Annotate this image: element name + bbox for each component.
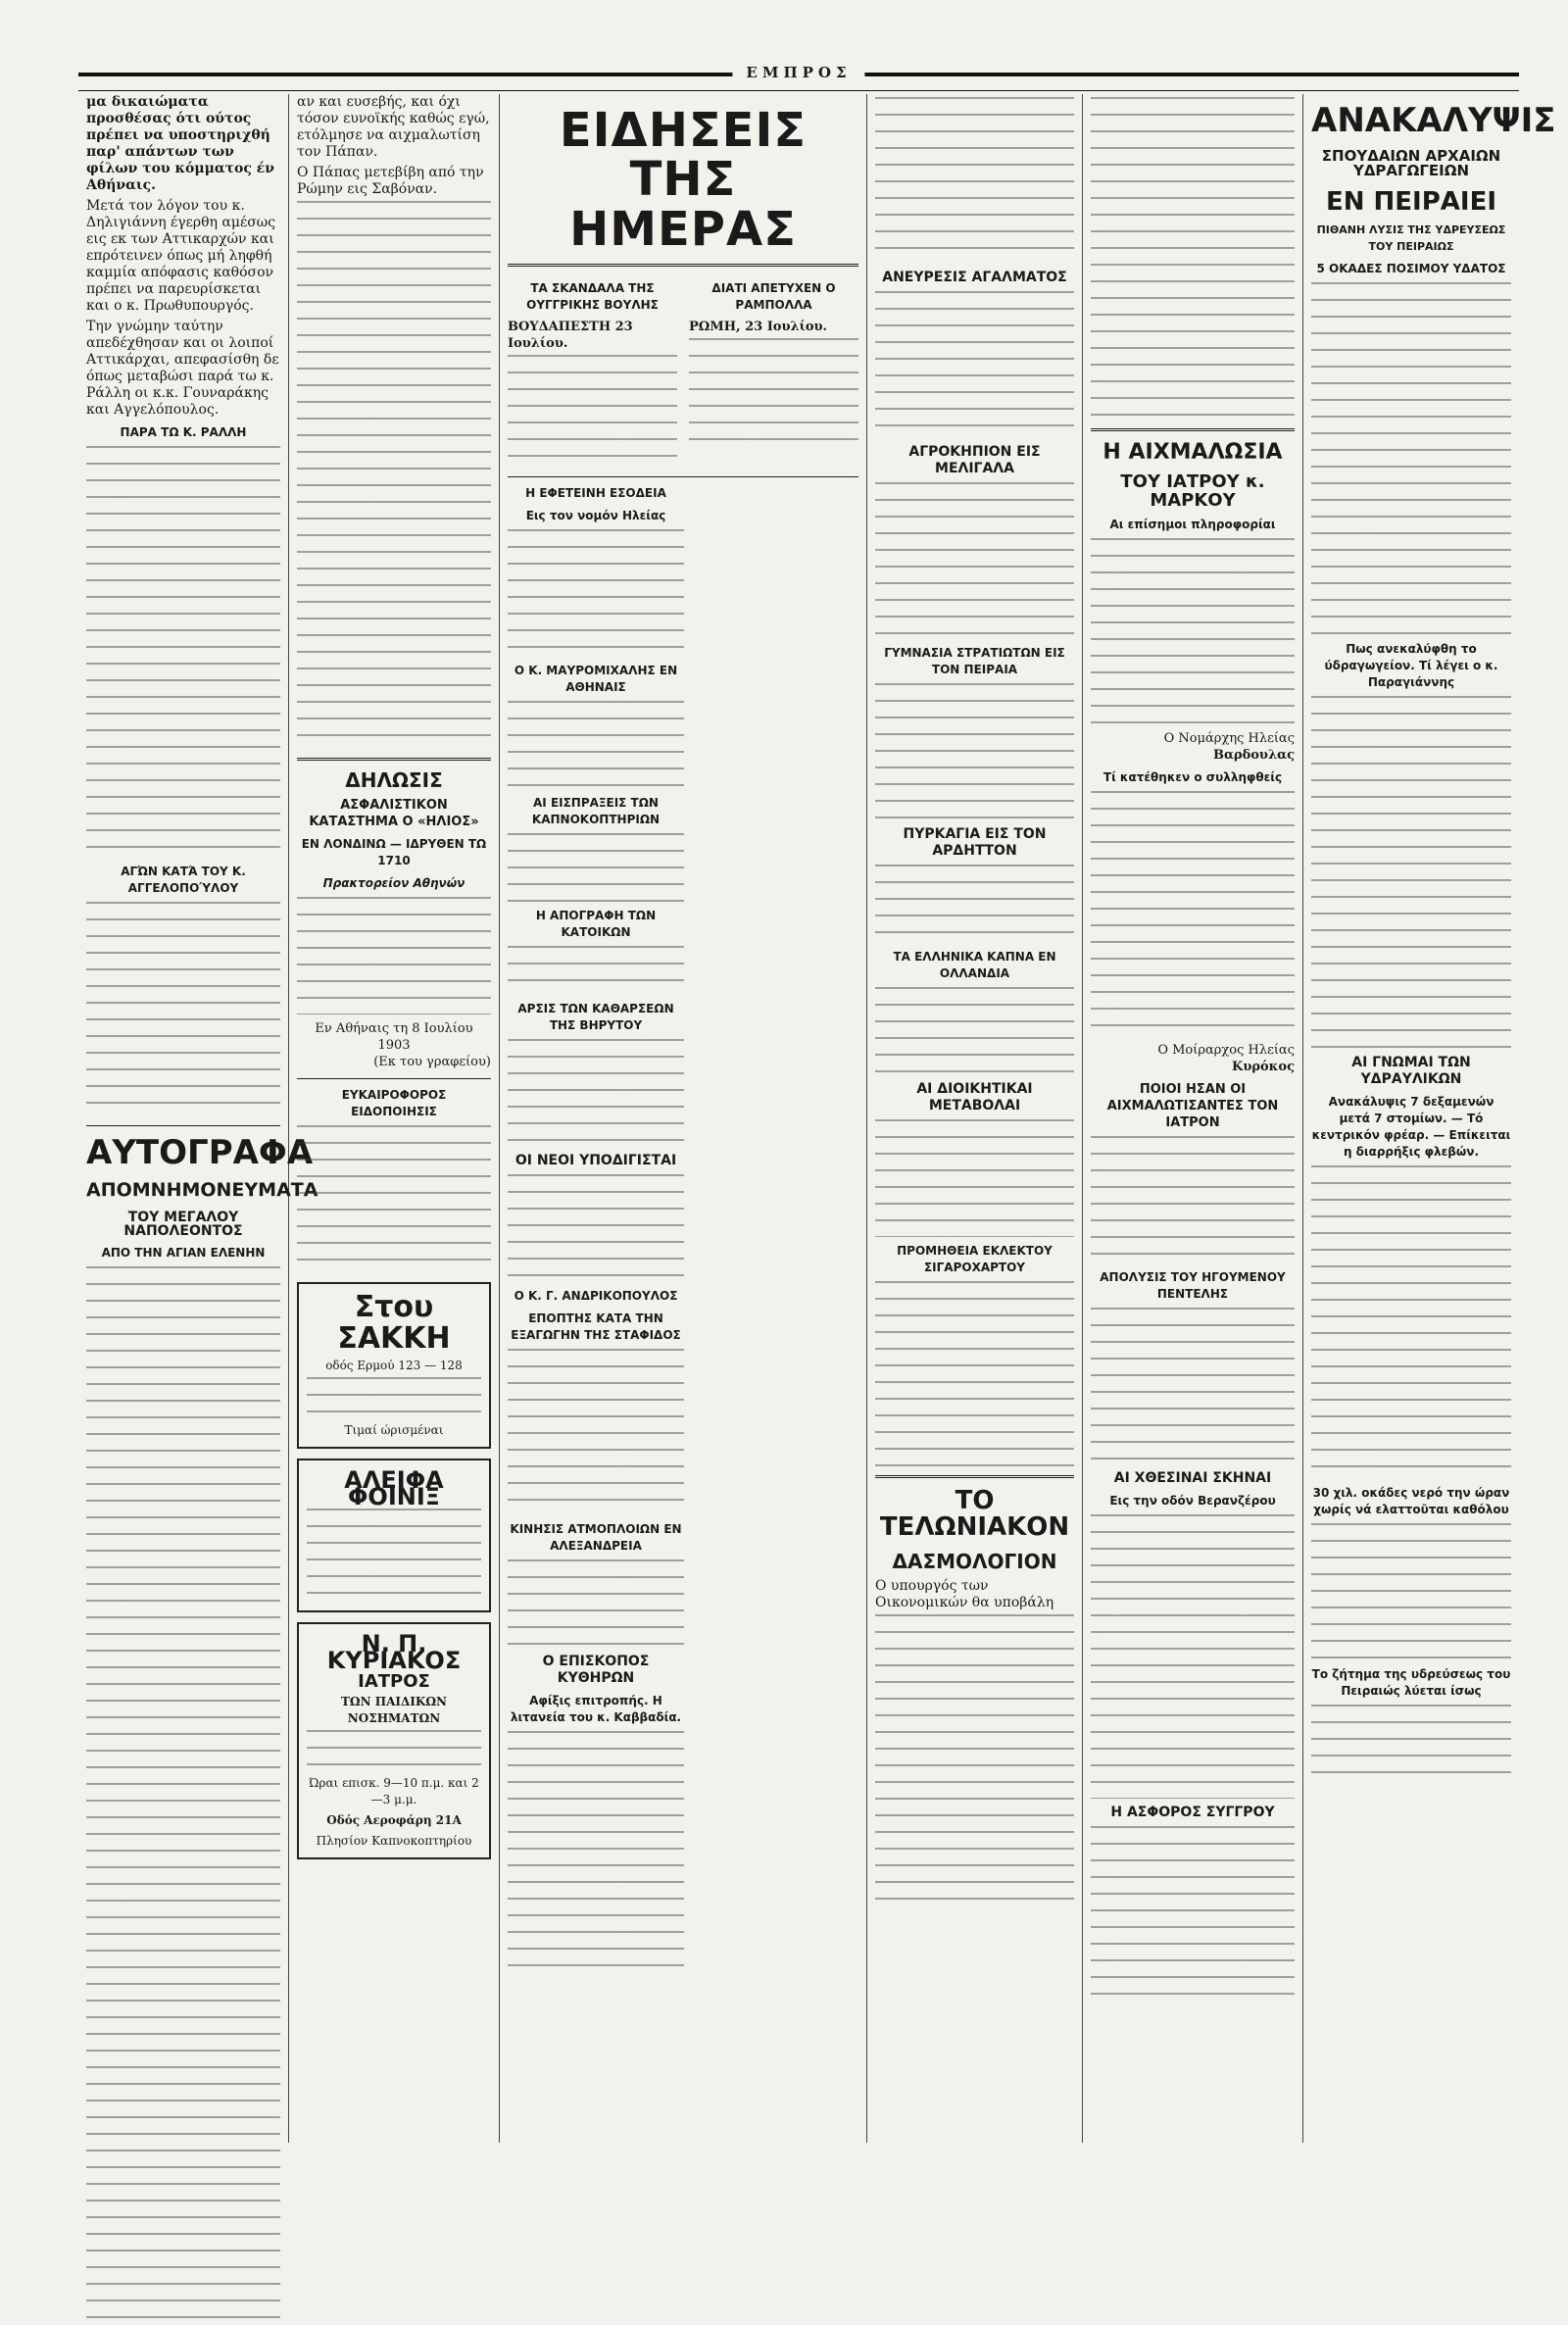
c6-sub1: 5 ΟΚΑΔΕΣ ΠΟΣΙΜΟΥ ΥΔΑΤΟΣ bbox=[1316, 262, 1506, 276]
c3-text-block bbox=[508, 1559, 684, 1648]
c2-sakki-addr: οδός Ερμού 123 — 128 bbox=[325, 1359, 463, 1372]
c3-text-block bbox=[508, 701, 684, 789]
divider bbox=[86, 1125, 280, 1126]
c1-sub-aggel: ΑΓΏΝ ΚΑΤΆ ΤΟΥ Κ. ΑΓΓΕΛΟΠΟΎΛΟΥ bbox=[121, 865, 246, 895]
c6-text-block bbox=[1311, 1523, 1511, 1660]
c5-section4: ΑΠΟΛΥΣΙΣ ΤΟΥ ΗΓΟΥΜΕΝΟΥ ΠΕΝΤΕΛΗΣ bbox=[1100, 1269, 1286, 1301]
c3-section9: Ο ΕΠΙΣΚΟΠΟΣ ΚΥΘΗΡΩΝ bbox=[542, 1654, 650, 1687]
c5-section5: ΑΙ ΧΘΕΣΙΝΑΙ ΣΚΗΝΑΙ bbox=[1113, 1469, 1272, 1486]
c3-dateline-left: ΒΟΥΔΑΠΕΣΤΗ 23 Ιουλίου. bbox=[508, 320, 633, 352]
c6-sub5: 30 χιλ. οκάδες νερό την ώραν χωρίς νά ελαττοῦται καθόλου bbox=[1312, 1486, 1510, 1517]
c3-left-stream bbox=[508, 485, 684, 1966]
c2-iatros: ΙΑΤΡΟΣ bbox=[358, 1671, 430, 1692]
c4-section2: ΑΓΡΟΚΗΠΙΟΝ ΕΙΣ ΜΕΛΙΓΑΛΑ bbox=[908, 444, 1041, 476]
c3-section3: ΑΙ ΕΙΣΠΡΑΞΕΙΣ ΤΩΝ ΚΑΠΝΟΚΟΠΤΗΡΙΩΝ bbox=[531, 796, 661, 827]
c2-open-text: αν και ευσεβής, και όχι τόσον ευνοϊκής καθώς εγώ, ετόλμησε να αιχμαλωτίση τον Πάπαν. bbox=[297, 94, 490, 160]
c3-text-block bbox=[508, 1731, 684, 1966]
c2-square: Πλησίον Καπνοκοπτηρίου bbox=[316, 1834, 472, 1848]
c3-section6: ΟΙ ΝΕΟΙ ΥΠΟΔΙΓΙΣΤΑΙ bbox=[514, 1153, 677, 1169]
c6-sub3: ΑΙ ΓΝΩΜΑΙ ΤΩΝ ΥΔΡΑΥΛΙΚΩΝ bbox=[1351, 1055, 1471, 1088]
c4-text-block bbox=[875, 482, 1074, 639]
c1-sub-ralli: ΠΑΡΑ ΤΩ Κ. ΡΑΛΛΗ bbox=[120, 425, 247, 439]
c3-sub-left: ΤΑ ΣΚΑΝΔΑΛΑ ΤΗΣ ΟΥΓΓΡΙΚΗΣ ΒΟΥΛΗΣ bbox=[526, 281, 659, 313]
c5-text-block bbox=[1091, 791, 1295, 1036]
c5-section6: Η ΑΣΦΟΡΟΣ ΣΥΓΓΡΟΥ bbox=[1110, 1804, 1275, 1820]
c3-section5: ΑΡΣΙΣ ΤΩΝ ΚΑΘΑΡΣΕΩΝ ΤΗΣ ΒΗΡΥΤΟΥ bbox=[517, 1002, 674, 1033]
column-6 bbox=[1303, 94, 1556, 2143]
c6-sub2: Πως ανεκαλύφθη το ύδραγωγείον. Τί λέγει ο κ. Παραγιάννης bbox=[1324, 642, 1498, 690]
c4-text-block bbox=[875, 683, 1074, 820]
c5-text-block bbox=[1091, 538, 1295, 724]
c3-text-block bbox=[508, 1174, 684, 1282]
c3-text-block bbox=[508, 529, 684, 657]
c6-sub6: Το ζήτημα της υδρεύσεως του Πειραιώς λύεται ίσως bbox=[1311, 1667, 1511, 1699]
c3-section1b: Εις τον νομόν Ηλείας bbox=[525, 509, 666, 523]
c5-section1-line1: Η ΑΙΧΜΑΛΩΣΙΑ bbox=[1102, 440, 1283, 465]
c5-text-block bbox=[1091, 1826, 1295, 2003]
c2-text-block bbox=[307, 1377, 481, 1416]
c5-section5b: Εις την οδόν Βερανζέρου bbox=[1109, 1493, 1276, 1508]
divider bbox=[508, 476, 858, 477]
c6-sub4: Ανακάλυψις 7 δεξαμενών μετά 7 στομίων. — Τό κεντρικόν φρέαρ. — Επίκειται η διαρρήξις φλεβών. bbox=[1311, 1095, 1511, 1160]
column-2 bbox=[289, 94, 500, 2143]
c3-section7: Ο Κ. Γ. ΑΝΔΡΙΚΟΠΟΥΛΟΣ bbox=[514, 1289, 678, 1304]
c2-sakki-note: Τιμαί ώρισμέναι bbox=[344, 1423, 444, 1437]
c6-text-block bbox=[1311, 696, 1511, 1049]
c2-street: Οδός Αεροφάρη 21Α bbox=[326, 1813, 462, 1827]
c3-section9b: Αφίξις επιτροπής. Η λιτανεία του κ. Καββαδία. bbox=[510, 1694, 682, 1725]
c5-sign2: Ο Μοίραρχος Ηλείας bbox=[1157, 1042, 1295, 1058]
c5-sign1b: Βαρδουλας bbox=[1212, 747, 1295, 763]
c2-text-block bbox=[307, 1509, 481, 1597]
c5-sign1: Ο Νομάρχης Ηλείας bbox=[1163, 730, 1295, 746]
c2-aleipha-title: ΑΛΕΙΦΑ ΦΟΙΝΙΞ bbox=[344, 1466, 444, 1510]
c4-section3: ΓΥΜΝΑΣΙΑ ΣΤΡΑΤΙΩΤΩΝ ΕΙΣ ΤΟΝ ΠΕΙΡΑΙΑ bbox=[884, 646, 1065, 676]
c1-text-block bbox=[86, 1266, 280, 2325]
c5-sub2: Τί κατέθηκεν ο συλληφθείς bbox=[1102, 769, 1283, 784]
c3-text-block bbox=[508, 946, 684, 995]
c3-dateline-right: ΡΩΜΗ, 23 Ιουλίου. bbox=[689, 320, 828, 335]
c5-section1-line2: ΤΟΥ ΙΑΤΡΟΥ κ. ΜΑΡΚΟΥ bbox=[1120, 471, 1265, 511]
c6-text-block bbox=[1311, 282, 1511, 635]
c2-hours: Ώραι επισκ. 9—10 π.μ. και 2—3 μ.μ. bbox=[309, 1776, 479, 1806]
c2-notice-title: ΔΗΛΩΣΙΣ bbox=[345, 768, 443, 792]
c5-section3: ΠΟΙΟΙ ΗΣΑΝ ΟΙ ΑΙΧΜΑΛΩΤΙΣΑΝΤΕΣ ΤΟΝ ΙΑΤΡΟΝ bbox=[1106, 1081, 1279, 1130]
c5-section1b: Αι επίσημοι πληροφορίαι bbox=[1109, 517, 1276, 531]
c4-section1: ΑΝΕΥΡΕΣΙΣ ΑΓΑΛΜΑΤΟΣ bbox=[882, 270, 1067, 285]
c1-para2: Την γνώμην ταύτην απεδέχθησαν και οι λοιποί Αττικάρχαι, απεφασίσθη δε όπως μεταβώσι παρά τω κ. Ράλλη οι κ.κ. Γουναράκης και Αγγελόπουλος. bbox=[86, 319, 279, 418]
divider bbox=[875, 1475, 1074, 1478]
c5-text-block bbox=[1091, 97, 1295, 420]
c2-text-block bbox=[297, 201, 491, 750]
c3-text-block bbox=[508, 1039, 684, 1147]
c4-text-block bbox=[875, 1614, 1074, 1908]
c4-section8-line: Ο υπουργός των Οικονομικών θα υποβάλη bbox=[875, 1577, 1054, 1610]
c1-autographs-title: ΑΥΤΟΓΡΑΦΑ bbox=[86, 1133, 314, 1172]
c2-company: ΑΣΦΑΛΙΣΤΙΚΟΝ ΚΑΤΑΣΤΗΜΑ Ο «ΗΛΙΟΣ» bbox=[309, 798, 479, 829]
c3-section8: ΚΙΝΗΣΙΣ ΑΤΜΟΠΛΟΙΩΝ ΕΝ ΑΛΕΞΑΝΔΡΕΙΑ bbox=[510, 1522, 682, 1554]
c3-text-block bbox=[508, 1349, 684, 1515]
c6-title4: ΠΙΘΑΝΗ ΛΥΣΙΣ ΤΗΣ ΥΔΡΕΥΣΕΩΣ ΤΟΥ ΠΕΙΡΑΙΩΣ bbox=[1316, 223, 1506, 254]
c1-apomnimoneumata: ΑΠΟΜΝΗΜΟΝΕΥΜΑΤΑ bbox=[86, 1178, 318, 1201]
c4-text-block bbox=[875, 291, 1074, 438]
c1-napoleon: ΤΟΥ ΜΕΓΑΛΟΥ ΝΑΠΟΛΕΟΝΤΟΣ bbox=[123, 1209, 243, 1240]
column-1 bbox=[78, 94, 318, 2143]
c3-main-title: ΕΙΔΗΣΕΙΣ ΤΗΣ ΗΜΕΡΑΣ bbox=[559, 103, 808, 257]
c4-text-block bbox=[875, 1281, 1074, 1467]
c2-sakki-ad bbox=[297, 1282, 491, 1449]
c6-title3: ΕΝ ΠΕΙΡΑΙΕΙ bbox=[1325, 187, 1497, 218]
c2-text-block bbox=[307, 1730, 481, 1769]
c4-section4: ΠΥΡΚΑΓΙΑ ΕΙΣ ΤΟΝ ΑΡΔΗΤΤΟΝ bbox=[903, 826, 1047, 859]
c6-text-block bbox=[1311, 1705, 1511, 1773]
masthead-title: ΕΜΠΡΟΣ bbox=[732, 64, 864, 81]
divider bbox=[1091, 428, 1295, 431]
c3-section1: Η ΕΦΕΤΕΙΝΗ ΕΣΟΔΕΙΑ bbox=[525, 486, 666, 501]
c4-text-block bbox=[875, 987, 1074, 1075]
c3-text-block bbox=[508, 355, 677, 463]
c4-section7: ΠΡΟΜΗΘΕΙΑ ΕΚΛΕΚΤΟΥ ΣΙΓΑΡΟΧΑΡΤΟΥ bbox=[897, 1244, 1053, 1274]
c3-text-block bbox=[508, 833, 684, 902]
c1-para1: Μετά τον λόγον του κ. Δηλιγιάννη έγερθη αμέσως εις εκ των Αττικαρχών και επρότεινεν όπως μή ληφθή καμμία απόφασις καθόσον πρέπει να παρευρίσκεται και ο κ. Πρωθυπουργός. bbox=[86, 198, 276, 314]
divider bbox=[297, 758, 491, 761]
c2-paidikon: ΤΩΝ ΠΑΙΔΙΚΩΝ ΝΟΣΗΜΑΤΩΝ bbox=[340, 1695, 448, 1725]
c2-kyriakos-ad bbox=[297, 1622, 491, 1859]
divider bbox=[297, 1078, 491, 1079]
c3-sub-right-block bbox=[689, 274, 858, 469]
c3-sub-head-pair bbox=[508, 274, 858, 469]
c4-section5: ΤΑ ΕΛΛΗΝΙΚΑ ΚΑΠΝΑ ΕΝ ΟΛΛΑΝΔΙΑ bbox=[893, 950, 1056, 980]
c5-sign2b: Κυρόκος bbox=[1232, 1059, 1295, 1074]
c3-sub-right: ΔΙΑΤΙ ΑΠΕΤΥΧΕΝ Ο ΡΑΜΠΟΛΛΑ bbox=[711, 281, 836, 313]
c6-text-block bbox=[1311, 1165, 1511, 1479]
c2-text-block bbox=[297, 1125, 491, 1272]
column-5 bbox=[1083, 94, 1303, 2143]
c2-kyriakos-title: Ν. Π. ΚΥΡΙΑΚΟΣ bbox=[326, 1630, 462, 1674]
c3-section4: Η ΑΠΟΓΡΑΦΗ ΤΩΝ ΚΑΤΟΙΚΩΝ bbox=[535, 909, 657, 940]
c3-section2: Ο Κ. ΜΑΥΡΟΜΙΧΑΛΗΣ ΕΝ ΑΘΗΝΑΙΣ bbox=[514, 664, 678, 695]
column-3 bbox=[500, 94, 867, 2143]
c3-text-block bbox=[689, 338, 858, 446]
c6-title2: ΣΠΟΥΔΑΙΩΝ ΑΡΧΑΙΩΝ ΥΔΡΑΓΩΓΕΙΩΝ bbox=[1321, 146, 1501, 180]
c2-cosmetics: ΕΥΚΑΙΡΟΦΟΡΟΣ ΕΙΔΟΠΟΙΗΣΙΣ bbox=[341, 1088, 447, 1118]
c3-sub-left-block bbox=[508, 274, 677, 469]
c5-text-block bbox=[1091, 1514, 1295, 1799]
c2-office: (Εκ του γραφείου) bbox=[373, 1055, 491, 1069]
c4-section6: ΑΙ ΔΙΟΙΚΗΤΙΚΑΙ ΜΕΤΑΒΟΛΑΙ bbox=[916, 1081, 1033, 1113]
c2-date-line: Εν Αθήναις τη 8 Ιουλίου 1903 bbox=[315, 1021, 473, 1053]
c3-section7b: ΕΠΟΠΤΗΣ ΚΑΤΑ ΤΗΝ ΕΞΑΓΩΓΗΝ ΤΗΣ ΣΤΑΦΙΔΟΣ bbox=[511, 1311, 681, 1343]
divider bbox=[508, 264, 858, 267]
c2-para1: Ο Πάπας μετεβίβη από την Ρώμην εις Σαβόναν. bbox=[297, 165, 484, 197]
c2-text-block bbox=[297, 897, 491, 1014]
c2-sakki-title: Στου ΣΑΚΚΗ bbox=[337, 1290, 451, 1356]
c2-agent: Πρακτορείον Αθηνών bbox=[322, 876, 466, 890]
c1-agian-elenin: ΑΠΟ ΤΗΝ ΑΓΙΑΝ ΕΛΕΝΗΝ bbox=[101, 1246, 266, 1260]
c4-section8-big: ΤΟ ΤΕΛΩΝΙΑΚΟΝ bbox=[879, 1486, 1070, 1543]
c6-title1: ΑΝΑΚΑΛΥΨΙΣ bbox=[1311, 101, 1556, 140]
c5-text-block bbox=[1091, 1136, 1295, 1263]
c2-aleipha-ad bbox=[297, 1459, 491, 1612]
c1-text-block bbox=[86, 446, 280, 858]
c2-london: ΕΝ ΛΟΝΔΙΝΩ — ΙΔΡΥΘΕΝ ΤΩ 1710 bbox=[301, 837, 487, 867]
c1-text-block bbox=[86, 902, 280, 1117]
c5-text-block bbox=[1091, 1308, 1295, 1464]
c4-section8-big2: ΔΑΣΜΟΛΟΓΙΟΝ bbox=[892, 1549, 1057, 1573]
c4-text-block bbox=[875, 97, 1074, 264]
column-4 bbox=[867, 94, 1083, 2143]
c4-text-block bbox=[875, 1119, 1074, 1237]
c4-text-block bbox=[875, 865, 1074, 943]
c1-open-text: μα δικαιώματα προσθέσας ότι ούτος πρέπει να υποστηριχθή παρ' απάντων των φίλων του κόμματος έν Αθήναις. bbox=[86, 94, 275, 193]
masthead bbox=[78, 64, 1519, 91]
